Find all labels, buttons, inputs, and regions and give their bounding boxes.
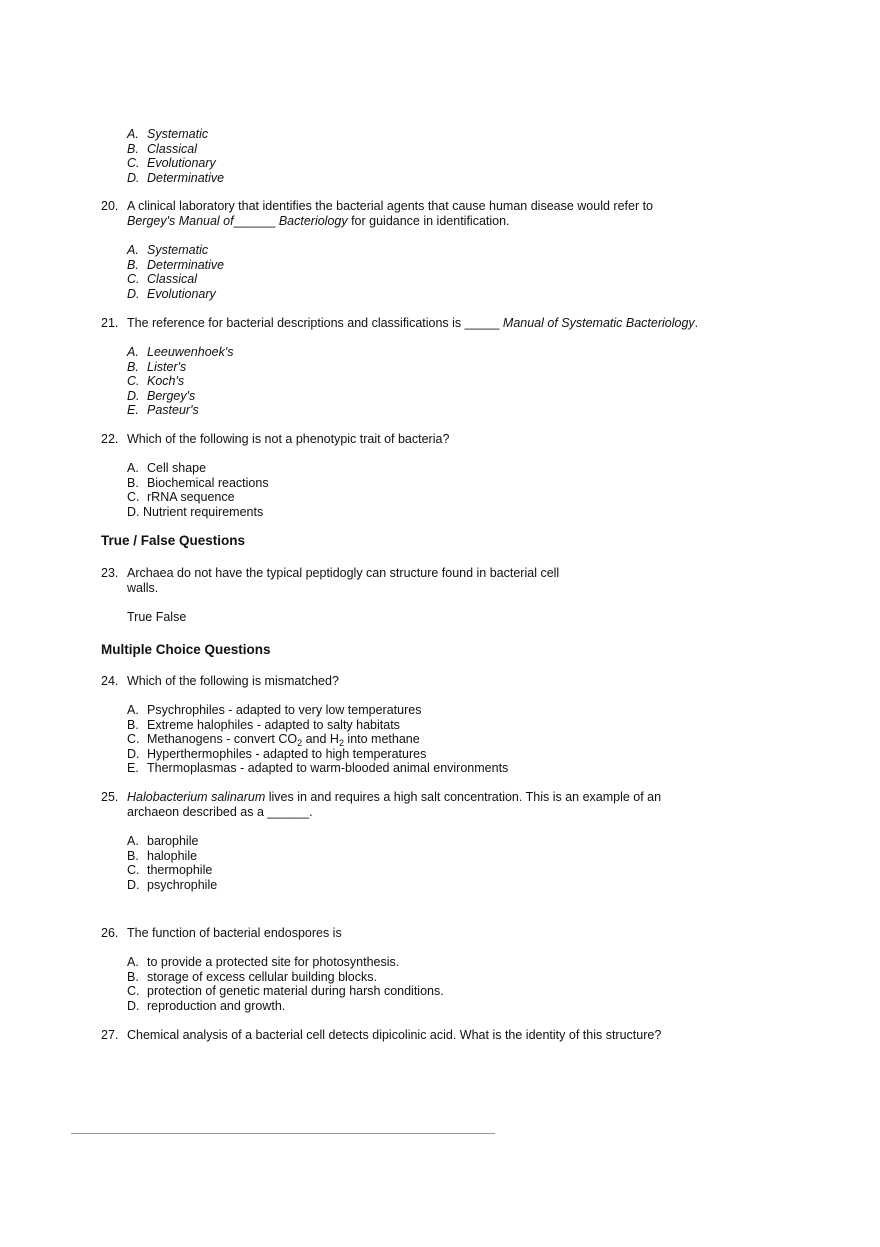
- option-25-d: D. psychrophile: [127, 877, 218, 892]
- option-21-a: A. Leeuwenhoek's: [127, 345, 234, 359]
- question-23: [101, 566, 801, 625]
- option-22-b: B. Biochemical reactions: [127, 475, 269, 490]
- option-26-a: A. to provide a protected site for photosynthesis.: [127, 955, 400, 969]
- question-number: 20.: [101, 199, 119, 213]
- option-25-b: B. halophile: [127, 848, 198, 863]
- option-21-c: C. Koch's: [127, 374, 185, 389]
- option-21-e: E. Pasteur's: [127, 403, 199, 418]
- question-24: [101, 674, 801, 776]
- question-25: [101, 790, 801, 892]
- question-text: A clinical laboratory that identifies the bacterial agents that cause human disease would refer to Bergey's Manual of______ Bacteriology for guidance in identification.: [127, 199, 654, 228]
- section-heading-true-false: True / False Questions: [101, 533, 246, 548]
- option-19-c: C. Evolutionary: [127, 156, 216, 171]
- section-heading-multiple-choice: Multiple Choice Questions: [101, 642, 271, 657]
- option-22-c: C. rRNA sequence: [127, 490, 235, 505]
- question-21: [101, 316, 801, 418]
- option-26-c: C. protection of genetic material during harsh conditions.: [127, 984, 444, 999]
- option-25-a: A. barophile: [127, 834, 199, 848]
- option-24-e: E. Thermoplasmas - adapted to warm-blooded animal environments: [127, 761, 509, 776]
- question-22: [101, 432, 801, 519]
- option-24-a: A. Psychrophiles - adapted to very low temperatures: [127, 703, 422, 717]
- question-19-options: [101, 127, 801, 185]
- option-26-b: B. storage of excess cellular building blocks.: [127, 969, 377, 984]
- question-26: [101, 926, 801, 1013]
- question-number: 21.: [101, 316, 119, 330]
- question-text: Which of the following is not a phenotypic trait of bacteria?: [127, 432, 450, 446]
- question-text: Which of the following is mismatched?: [127, 674, 339, 688]
- question-text: Chemical analysis of a bacterial cell detects dipicolinic acid. What is the identity of this structure?: [127, 1028, 662, 1042]
- option-21-d: D. Bergey's: [127, 388, 196, 403]
- question-number: 26.: [101, 926, 119, 940]
- option-19-d: D. Determinative: [127, 170, 225, 185]
- question-text: The function of bacterial endospores is: [127, 926, 342, 940]
- question-text: Halobacterium salinarum lives in and requires a high salt concentration. This is an example of an archaeon described as a ______.: [127, 790, 662, 819]
- option-20-c: C. Classical: [127, 272, 198, 287]
- option-20-b: B. Determinative: [127, 257, 225, 272]
- question-text: The reference for bacterial descriptions and classifications is _____ Manual of Systematic Bacteriology.: [127, 316, 699, 330]
- option-22-a: A. Cell shape: [127, 461, 207, 475]
- option-19-a: A. Systematic: [127, 127, 209, 141]
- question-text: Archaea do not have the typical peptidogly can structure found in bacterial cell walls.: [127, 566, 560, 595]
- option-24-d: D. Hyperthermophiles - adapted to high temperatures: [127, 746, 427, 761]
- question-20: [101, 199, 801, 301]
- option-24-b: B. Extreme halophiles - adapted to salty habitats: [127, 717, 400, 732]
- question-number: 24.: [101, 674, 119, 688]
- question-number: 23.: [101, 566, 119, 580]
- option-24-c: C. Methanogens - convert $CO_2$ and $H_2$ into methane: [127, 732, 420, 749]
- option-20-a: A. Systematic: [127, 243, 209, 257]
- option-22-d: D. Nutrient requirements: [127, 504, 264, 519]
- question-number: 27.: [101, 1028, 119, 1042]
- option-25-c: C. thermophile: [127, 863, 213, 878]
- footer-rule: [71, 1133, 495, 1134]
- true-false-answer: True False: [127, 610, 187, 624]
- question-number: 22.: [101, 432, 119, 446]
- option-19-b: B. Classical: [127, 141, 198, 156]
- question-27: [101, 1028, 801, 1043]
- option-20-d: D. Evolutionary: [127, 286, 216, 301]
- option-26-d: D. reproduction and growth.: [127, 998, 286, 1013]
- option-21-b: B. Lister's: [127, 359, 187, 374]
- question-number: 25.: [101, 790, 119, 804]
